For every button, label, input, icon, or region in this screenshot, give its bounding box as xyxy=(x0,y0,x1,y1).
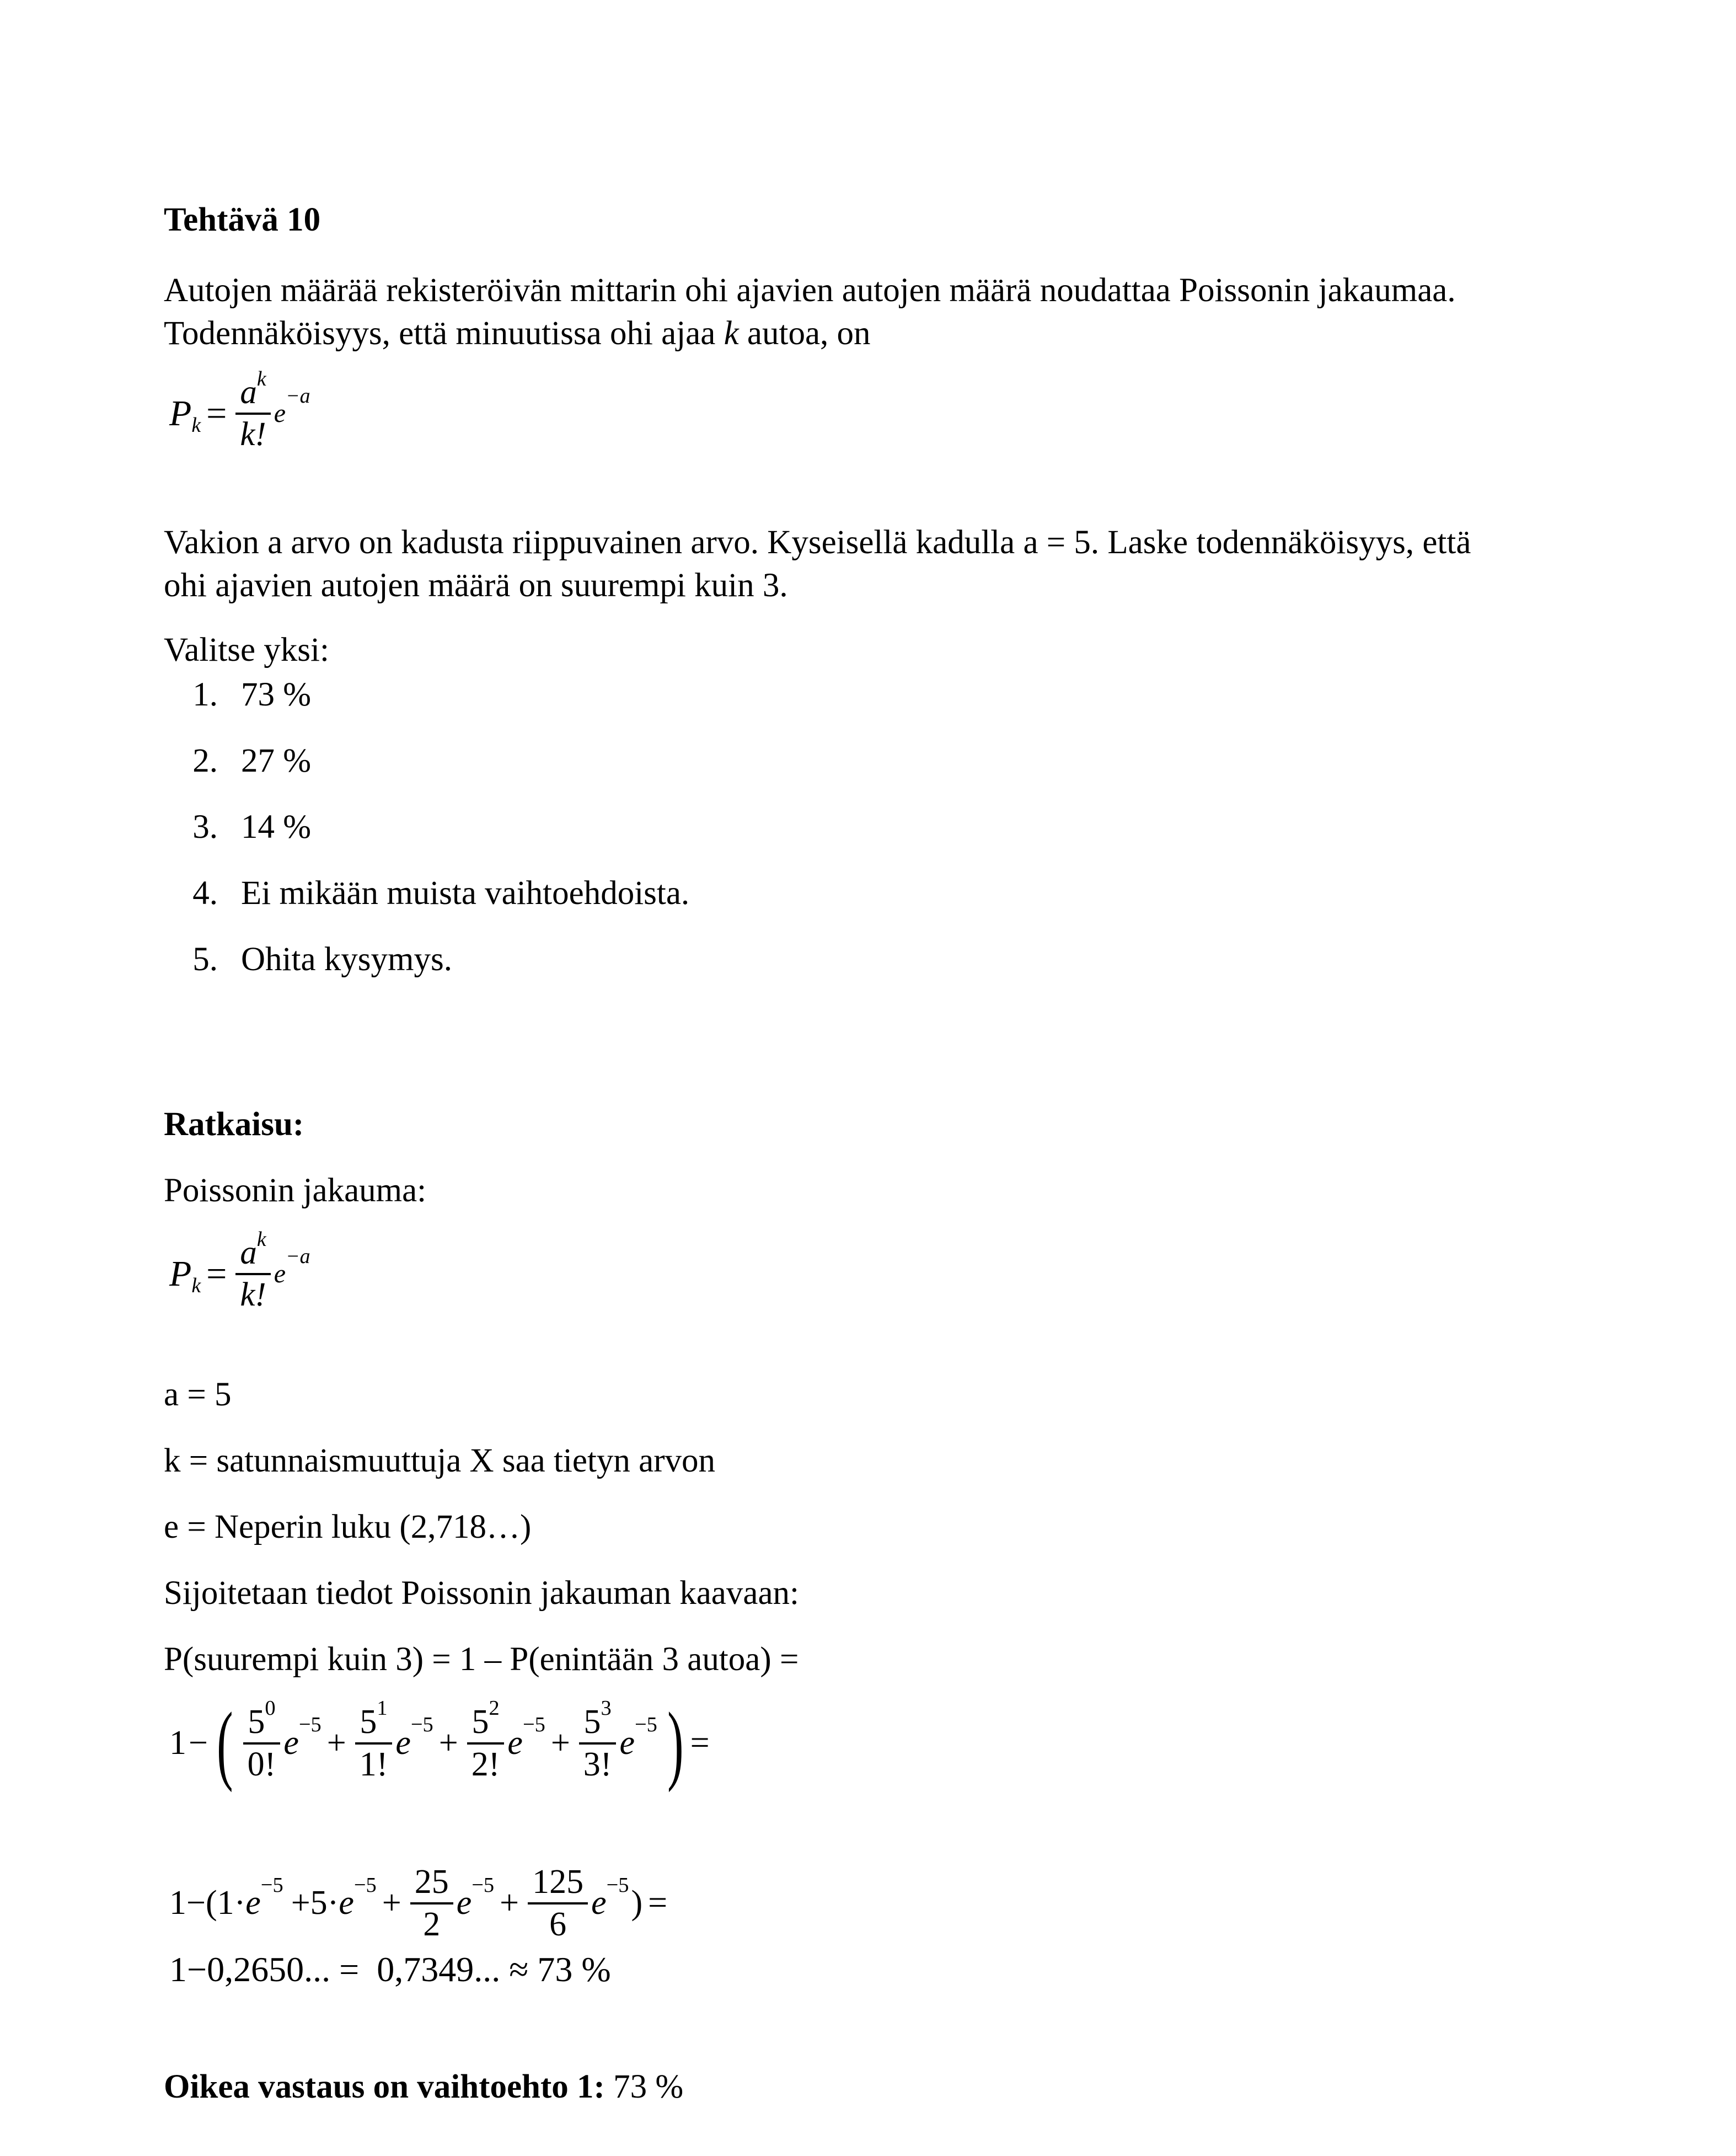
a-definition: a = 5 xyxy=(164,1376,232,1413)
numerator-exponent: k xyxy=(256,1227,266,1251)
formula-fraction xyxy=(235,1227,270,1314)
calculation-step-2 xyxy=(169,1864,667,1943)
term-numerator xyxy=(580,1696,616,1741)
option-text: 27 % xyxy=(241,742,312,779)
fraction-denominator: 6 xyxy=(549,1906,567,1944)
fraction-denominator: 2 xyxy=(423,1906,441,1944)
plus-sign: + xyxy=(500,1884,519,1922)
formula-lhs-sub: k xyxy=(191,413,201,437)
step1-close-paren: ) xyxy=(667,1694,684,1793)
step1-term-fraction xyxy=(355,1696,393,1783)
step2-close-paren: ) xyxy=(631,1884,643,1922)
fraction-bar xyxy=(235,1273,270,1275)
option-2[interactable] xyxy=(164,728,689,794)
formula-equals: = xyxy=(206,393,227,434)
task-desc-line1: Vakion a arvo on kadusta riippuvainen arvo. Kyseisellä kadulla a = 5. Laske todennäköisyys, että xyxy=(164,524,1471,561)
substitute-label: Sijoitetaan tiedot Poissonin jakauman kaavaan: xyxy=(164,1575,799,1612)
formula-lhs: P xyxy=(169,1253,192,1294)
formula-factor-exponent: −a xyxy=(286,384,310,408)
term-e-exponent: −5 xyxy=(260,1873,283,1897)
option-number: 1. xyxy=(192,676,218,713)
numerator-exponent: 0 xyxy=(265,1696,276,1720)
plus-sign: + xyxy=(550,1724,570,1762)
numerator-exponent: 3 xyxy=(601,1696,612,1720)
term-numerator xyxy=(243,1696,280,1741)
numerator-base: 5 xyxy=(471,1703,489,1741)
term-e-exponent: −5 xyxy=(410,1713,433,1737)
plus-sign: + xyxy=(326,1724,346,1762)
step1-lead: 1 xyxy=(169,1724,186,1762)
task-intro-line2 xyxy=(164,312,871,355)
step1-minus: − xyxy=(189,1724,208,1762)
correct-answer-label: Oikea vastaus on vaihtoehto 1: xyxy=(164,2068,605,2105)
numerator-base: 5 xyxy=(583,1703,601,1741)
fraction-numerator: 25 xyxy=(414,1863,449,1901)
intro-variable-k: k xyxy=(724,315,739,352)
probability-statement: P(suurempi kuin 3) = 1 – P(enintään 3 autoa) = xyxy=(164,1641,799,1678)
answer-options xyxy=(164,662,689,993)
step2-lead: 1−(1· xyxy=(169,1884,246,1922)
calculation-step-3: 1−0,2650... = 0,7349... ≈ 73 % xyxy=(169,1950,611,1989)
term-e: e xyxy=(591,1884,607,1922)
term-e: e xyxy=(395,1724,411,1762)
term-e: e xyxy=(507,1724,523,1762)
term-e-exponent: −5 xyxy=(606,1873,629,1897)
numerator-base: 5 xyxy=(360,1703,377,1741)
term-e: e xyxy=(339,1884,354,1922)
formula-factor: e xyxy=(274,399,286,429)
formula-factor-exponent: −a xyxy=(286,1244,310,1268)
intro-text-before: Todennäköisyys, että minuutissa ohi ajaa xyxy=(164,315,724,352)
plus-sign: + xyxy=(382,1884,401,1922)
formula-equals: = xyxy=(206,1253,227,1294)
correct-answer-value: 73 % xyxy=(604,2068,684,2105)
term-denominator: 1! xyxy=(359,1745,388,1783)
plus-sign: + xyxy=(438,1724,458,1762)
term-e: e xyxy=(456,1884,472,1922)
step2-fraction-25-2 xyxy=(410,1864,453,1943)
option-number: 3. xyxy=(192,808,218,846)
correct-answer xyxy=(164,2066,683,2109)
term-e-exponent: −5 xyxy=(353,1873,377,1897)
formula-denominator: k! xyxy=(240,1276,266,1314)
formula-numerator xyxy=(235,1227,270,1271)
numerator-base: a xyxy=(240,374,257,411)
fraction-bar xyxy=(467,1742,505,1745)
option-4[interactable] xyxy=(164,860,689,927)
fraction-numerator: 125 xyxy=(532,1863,584,1901)
term-e-exponent: −5 xyxy=(471,1873,495,1897)
option-3[interactable] xyxy=(164,794,689,860)
fraction-bar xyxy=(410,1902,453,1904)
task-intro-line1: Autojen määrää rekisteröivän mittarin ohi ajavien autojen määrä noudattaa Poissonin jakaumaa. xyxy=(164,272,1456,309)
step1-term-fraction xyxy=(579,1696,617,1783)
step2-equals: = xyxy=(648,1884,668,1922)
fraction-bar xyxy=(579,1742,617,1745)
numerator-exponent: 2 xyxy=(489,1696,500,1720)
formula-lhs-sub: k xyxy=(191,1274,201,1297)
formula-fraction xyxy=(235,367,270,453)
calculation-step-1 xyxy=(169,1694,710,1793)
term-denominator: 2! xyxy=(471,1745,500,1783)
term-e-exponent: −5 xyxy=(522,1713,545,1737)
distribution-label: Poissonin jakauma: xyxy=(164,1172,427,1209)
term-denominator: 0! xyxy=(247,1745,276,1783)
fraction-bar xyxy=(243,1742,281,1745)
term-numerator xyxy=(467,1696,503,1741)
step2-mid: +5· xyxy=(291,1884,339,1922)
option-text: Ohita kysymys. xyxy=(241,940,452,978)
step2-fraction-125-6 xyxy=(528,1864,588,1943)
formula-lhs: P xyxy=(169,393,192,434)
intro-text-after: autoa, on xyxy=(738,315,871,352)
option-text: Ei mikään muista vaihtoehdoista. xyxy=(241,874,690,912)
step1-term-fraction xyxy=(243,1696,281,1783)
option-number: 2. xyxy=(192,742,218,779)
term-e-exponent: −5 xyxy=(298,1713,322,1737)
k-definition: k = satunnaismuuttuja X saa tietyn arvon xyxy=(164,1442,716,1479)
poisson-formula-solution xyxy=(169,1227,310,1314)
option-text: 14 % xyxy=(241,808,312,846)
numerator-base: 5 xyxy=(248,1703,265,1741)
numerator-exponent: k xyxy=(256,367,266,390)
term-e: e xyxy=(245,1884,261,1922)
step1-equals: = xyxy=(690,1724,710,1762)
solution-heading: Ratkaisu: xyxy=(164,1106,304,1143)
e-definition: e = Neperin luku (2,718…) xyxy=(164,1508,532,1545)
formula-denominator: k! xyxy=(240,416,266,453)
term-numerator xyxy=(355,1696,392,1741)
fraction-bar xyxy=(528,1902,588,1904)
fraction-bar xyxy=(355,1742,393,1745)
option-5[interactable] xyxy=(164,927,689,993)
step1-open-paren: ( xyxy=(217,1694,233,1793)
option-text: 73 % xyxy=(241,676,312,713)
poisson-formula-task xyxy=(169,367,310,453)
task-heading: Tehtävä 10 xyxy=(164,201,321,238)
formula-factor: e xyxy=(274,1259,286,1289)
task-desc-line2: ohi ajavien autojen määrä on suurempi kuin 3. xyxy=(164,567,788,604)
formula-numerator xyxy=(235,367,270,411)
term-e-exponent: −5 xyxy=(634,1713,657,1737)
option-1[interactable] xyxy=(164,662,689,728)
numerator-base: a xyxy=(240,1234,257,1271)
term-denominator: 3! xyxy=(583,1745,612,1783)
fraction-bar xyxy=(235,413,270,415)
option-number: 5. xyxy=(192,940,218,978)
step1-term-fraction xyxy=(467,1696,505,1783)
option-number: 4. xyxy=(192,874,218,912)
term-e: e xyxy=(619,1724,635,1762)
term-e: e xyxy=(283,1724,299,1762)
choose-label: Valitse yksi: xyxy=(164,632,329,668)
numerator-exponent: 1 xyxy=(377,1696,388,1720)
